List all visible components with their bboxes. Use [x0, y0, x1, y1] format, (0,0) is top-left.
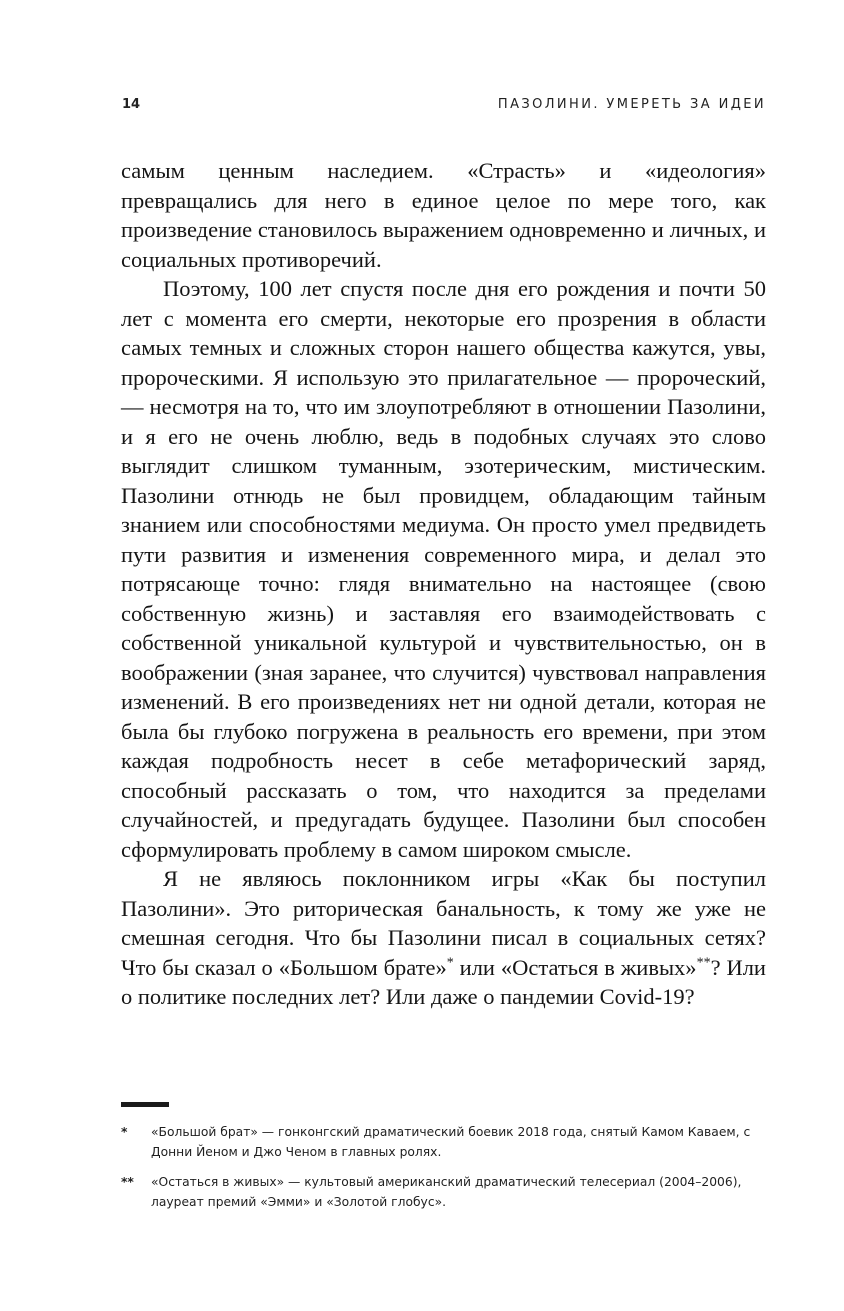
footnote-2-text: «Остаться в живых» — культовый американский драматический телесериал (2004–2006), лауреат премий «Эмми» и «Золотой глобус».: [151, 1175, 742, 1209]
footnote-2: [121, 1172, 766, 1212]
footnote-1-text: «Большой брат» — гонконгский драматический боевик 2018 года, снятый Камом Каваем, с Донни Йеном и Джо Ченом в главных ролях.: [151, 1125, 751, 1159]
paragraph-3-part-1: Я не являюсь поклонником игры «Как бы поступил Пазолини». Это риторическая банальность, к тому же уже не смешная сегодня. Что бы Пазолини писал в социальных сетях? Что бы сказал о «Большом брате»: [121, 866, 766, 980]
paragraph-3: [121, 864, 766, 1012]
footnote-1: [121, 1122, 766, 1162]
footnote-ref-2[interactable]: **: [696, 955, 711, 970]
footnote-ref-1[interactable]: *: [446, 955, 454, 970]
main-text: [121, 156, 766, 1012]
page-header: [122, 97, 766, 117]
paragraph-2: Поэтому, 100 лет спустя после дня его рождения и почти 50 лет с момента его смерти, некоторые его прозрения в области самых темных и сложных сторон нашего общества кажутся, увы, пророческими. Я использую это прилагательное — пророческий, — несмотря на то, что им злоупотребляют в отношении Пазолини, и я его не очень люблю, ведь в подобных случаях это слово выглядит слишком туманным, эзотерическим, мистическим. Пазолини отнюдь не был провидцем, обладающим тайным знанием или способностями медиума. Он просто умел предвидеть пути развития и изменения современного мира, и делал это потрясающе точно: глядя внимательно на настоящее (свою собственную жизнь) и заставляя его взаимодействовать с собственной уникальной культурой и чувствительностью, он в воображении (зная заранее, что случится) чувствовал направления изменений. В его произведениях нет ни одной детали, которая не была бы глубоко погружена в реальность его времени, при этом каждая подробность несет в себе метафорический заряд, способный рассказать о том, что находится за пределами случайностей, и предугадать будущее. Пазолини был способен сформулировать проблему в самом широком смысле.: [121, 276, 766, 862]
footnote-1-mark: *: [121, 1125, 128, 1139]
page-number: 14: [122, 97, 141, 112]
paragraph-3-part-2: или «Остаться в живых»: [453, 954, 697, 980]
footnote-2-mark: **: [121, 1175, 134, 1189]
footnote-divider: [121, 1102, 169, 1107]
paragraph-3-part-3: ? Или о политике последних лет? Или даже о пандемии Covid-19?: [121, 954, 766, 1009]
paragraph-1: самым ценным наследием. «Страсть» и «идеология» превращались для него в единое целое по мере того, как произведение становилось выражением одновременно и личных, и социальных противоречий.: [121, 158, 766, 272]
running-title: ПАЗОЛИНИ. УМЕРЕТЬ ЗА ИДЕИ: [497, 97, 766, 112]
